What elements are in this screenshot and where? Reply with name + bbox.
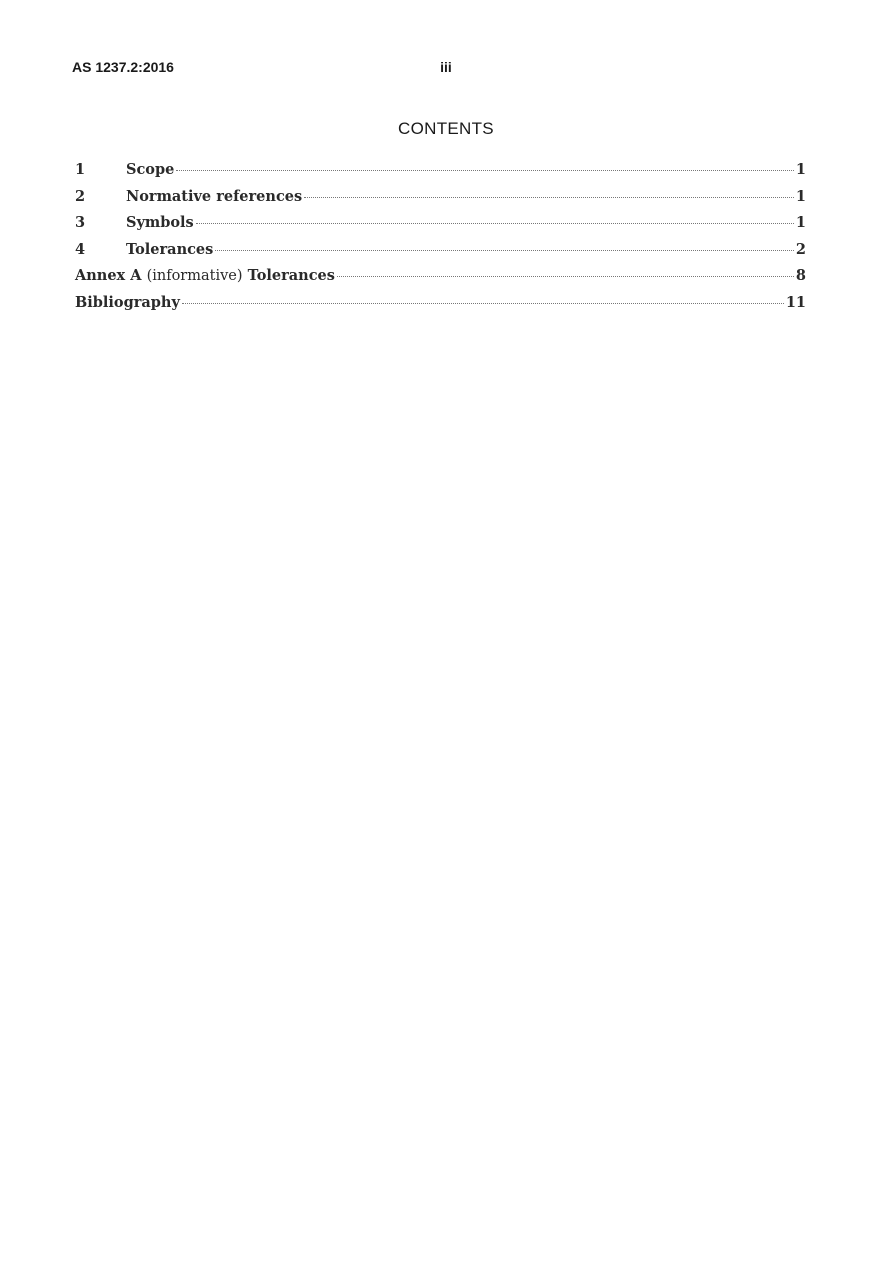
toc-entry-annex-a[interactable]: [75, 267, 806, 294]
toc-entry-symbols[interactable]: [75, 214, 806, 241]
toc-entry-normative-references[interactable]: [75, 188, 806, 215]
toc-entry-scope[interactable]: [75, 161, 806, 188]
toc-entry-page: 2: [795, 240, 806, 258]
toc-entry-number: 1: [75, 161, 86, 178]
toc-leader-dots: [176, 170, 794, 171]
annex-prefix: Annex A: [75, 267, 142, 285]
toc-entry-label: Symbols: [126, 214, 194, 232]
toc-leader-dots: [304, 197, 794, 198]
toc-leader-dots: [196, 223, 794, 224]
toc-entry-label: Scope: [126, 161, 175, 178]
toc-entry-number: 2: [75, 187, 86, 205]
toc-entry-label: Bibliography: [75, 293, 180, 311]
toc-entry-page: 1: [795, 214, 806, 232]
toc-entry-page: 1: [795, 161, 806, 178]
toc-entry-label: Tolerances: [126, 240, 214, 258]
toc-entry-page: 8: [795, 267, 806, 285]
toc-leader-dots: [337, 276, 794, 277]
toc-leader-dots: [215, 250, 794, 251]
page-number: iii: [440, 59, 452, 75]
annex-title: Tolerances: [247, 267, 335, 285]
toc-entry-number: 3: [75, 214, 86, 232]
toc-entry-tolerances[interactable]: [75, 241, 806, 268]
toc-entry-page: 11: [785, 293, 806, 311]
toc-entry-label: Normative references: [126, 187, 303, 205]
table-of-contents: [75, 161, 806, 321]
toc-entry-number: 4: [75, 240, 86, 258]
document-code: AS 1237.2:2016: [72, 59, 174, 75]
annex-qualifier: (informative): [146, 268, 243, 285]
toc-entry-page: 1: [795, 187, 806, 205]
toc-entry-bibliography[interactable]: [75, 294, 806, 321]
toc-entry-label: [75, 267, 335, 284]
toc-leader-dots: [182, 303, 784, 304]
contents-title: CONTENTS: [398, 119, 494, 138]
